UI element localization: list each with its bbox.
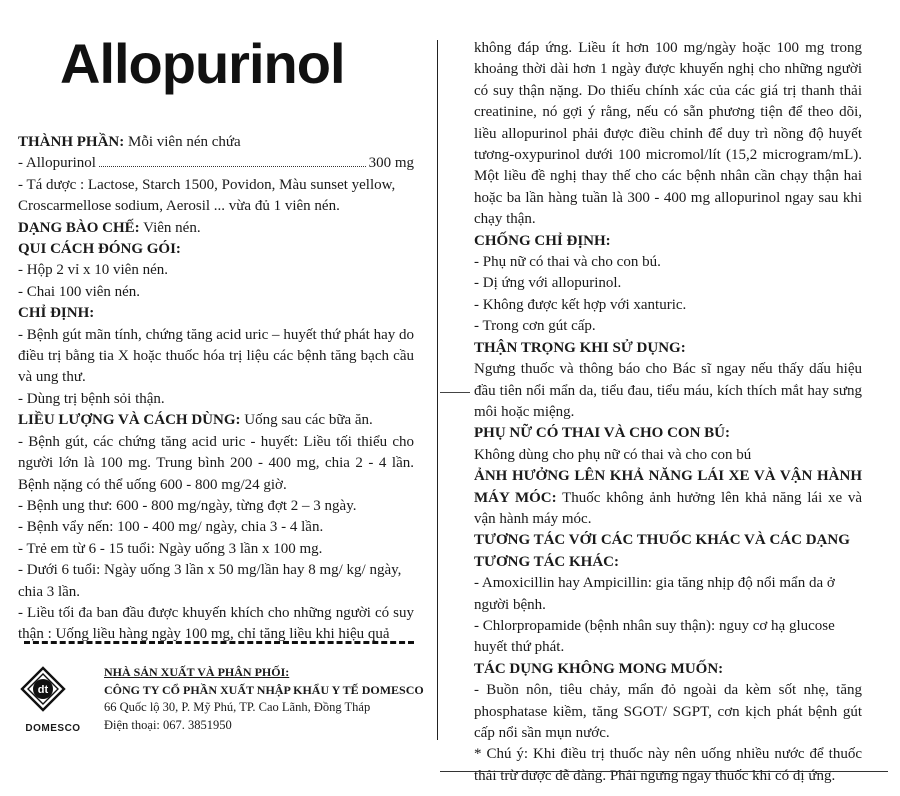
pack-item: - Hộp 2 vỉ x 10 viên nén. <box>18 262 168 279</box>
excipients: - Tá dược : Lactose, Starch 1500, Povidon, Màu sunset yellow, Croscarmellose sodium, Aerosil ... vừa đủ 1 viên nén. <box>18 176 396 215</box>
active-ingredient-line <box>18 153 414 174</box>
pack-heading: QUI CÁCH ĐÓNG GÓI: <box>18 241 181 258</box>
logo-letters: dt <box>37 684 49 696</box>
interaction-item: - Amoxicillin hay Ampicillin: gia tăng nhịp độ nổi mẩn da ở người bệnh. <box>474 575 835 613</box>
side-effects-note: * Chú ý: Khi điều trị thuốc này nên uống nhiều nước để thuốc thải trừ được dễ dàng. Phải ngưng ngay thuốc khi có dị ứng. <box>474 746 862 784</box>
active-name: - Allopurinol <box>18 155 96 172</box>
manufacturer-address: 66 Quốc lộ 30, P. Mỹ Phú, TP. Cao Lãnh, Đồng Tháp <box>104 700 371 715</box>
form-value: Viên nén. <box>143 219 201 236</box>
bottom-rule <box>440 771 888 772</box>
manufacturer-company: CÔNG TY CỔ PHẦN XUẤT NHẬP KHẨU Y TẾ DOMESCO <box>104 682 424 697</box>
dosage-item: - Trẻ em từ 6 - 15 tuổi: Ngày uống 3 lần x 100 mg. <box>18 540 323 557</box>
pack-item: - Chai 100 viên nén. <box>18 283 141 300</box>
short-rule <box>440 392 470 393</box>
contraindication-item: - Trong cơn gút cấp. <box>474 318 596 335</box>
domesco-logo-icon <box>20 666 66 712</box>
indication-item: - Bệnh gút mãn tính, chứng tăng acid uric – huyết thứ phát hay do điều trị bằng tia X hoặc thuốc hóa trị liệu các bệnh tăng bạch cầu và ung thư. <box>18 326 414 386</box>
logo-text: DOMESCO <box>25 723 81 734</box>
manufacturer-block <box>104 664 424 734</box>
composition-intro: Mỗi viên nén chứa <box>128 134 241 150</box>
column-divider <box>437 40 438 740</box>
interaction-item: - Chlorpropamide (bệnh nhân suy thận): nguy cơ hạ glucose huyết thứ phát. <box>474 617 835 656</box>
product-title: Allopurinol <box>60 32 345 95</box>
dosage-heading: LIỀU LƯỢNG VÀ CÁCH DÙNG: <box>18 412 241 429</box>
dosage-item: - Bệnh ung thư: 600 - 800 mg/ngày, từng đợt 2 – 3 ngày. <box>18 497 357 514</box>
company-logo <box>20 666 86 746</box>
left-text-block <box>18 132 414 646</box>
manufacturer-label: NHÀ SẢN XUẤT VÀ PHÂN PHỐI: <box>104 665 290 679</box>
indication-heading: CHỈ ĐỊNH: <box>18 305 95 322</box>
manufacturer-phone: Điện thoại: 067. 3851950 <box>104 717 232 732</box>
dosage-item: - Bệnh gút, các chứng tăng acid uric - huyết: Liều tối thiểu cho người lớn là 100 mg. Trung bình 200 - 400 mg, chia 2 - 4 lần. Bệnh nặng có thể uống 600 - 800 mg/24 giờ. <box>18 433 414 493</box>
active-amount: 300 mg <box>368 155 414 172</box>
indication-item: - Dùng trị bệnh sỏi thận. <box>18 390 165 407</box>
form-heading: DẠNG BÀO CHẾ: <box>18 219 140 236</box>
driving-heading: ẢNH HƯỞNG LÊN KHẢ NĂNG LÁI XE VÀ VẬN HÀNH MÁY MÓC: <box>474 468 862 506</box>
dosage-intro: Uống sau các bữa ăn. <box>244 412 373 429</box>
driving-text: Thuốc không ảnh hưởng lên khả năng lái xe và vận hành máy móc. <box>474 489 863 527</box>
pregnancy-text: Không dùng cho phụ nữ có thai và cho con bú <box>474 446 752 463</box>
contraindication-item: - Không được kết hợp với xanturic. <box>474 296 687 313</box>
dosage-item: - Bệnh vẩy nến: 100 - 400 mg/ ngày, chia 3 - 4 lần. <box>18 519 324 536</box>
dashed-separator <box>24 641 414 644</box>
contraindication-item: - Phụ nữ có thai và cho con bú. <box>474 254 661 271</box>
dosage-item: - Liều tối đa ban đầu được khuyến khích cho những người có suy thận : Uống liều hàng ngày 100 mg, chỉ tăng liều khi hiệu quả <box>18 604 414 643</box>
caution-text: Ngưng thuốc và thông báo cho Bác sĩ ngay nếu thấy dấu hiệu đầu tiên nổi mẩn da, tiểu đau, tiểu máu, kích thích mắt hay sưng môi hoặc miệng. <box>474 361 862 420</box>
caution-heading: THẬN TRỌNG KHI SỬ DỤNG: <box>474 339 686 356</box>
contraindication-item: - Dị ứng với allopurinol. <box>474 275 622 292</box>
right-text-block <box>474 38 862 787</box>
interaction-heading: TƯƠNG TÁC VỚI CÁC THUỐC KHÁC VÀ CÁC DẠNG TƯƠNG TÁC KHÁC: <box>474 532 850 570</box>
dosage-continued: không đáp ứng. Liều ít hơn 100 mg/ngày hoặc 100 mg trong khoảng thời dài hơn 1 ngày được khuyến nghị cho những người có suy thận nặng. Do thiếu chính xác của các giá trị thanh thải creatinine, nó gợi ý rằng, nếu có sẵn phương tiện để theo dõi, liều allopurinol phải được điều chỉnh để duy trì nồng độ huyết tương-oxypurinol dưới 100 micromol/lít (15,2 microgram/mL). Một liều đề nghị thay thế cho các bệnh nhân cần chạy thận hai hoặc ba lần hàng tuần là 300 - 400 mg allopurinol ngay sau khi chạy thận. <box>474 40 862 228</box>
pregnancy-heading: PHỤ NỮ CÓ THAI VÀ CHO CON BÚ: <box>474 425 730 442</box>
dot-leader <box>99 166 366 167</box>
dosage-item: - Dưới 6 tuổi: Ngày uống 3 lần x 50 mg/lần hay 8 mg/ kg/ ngày, chia 3 lần. <box>18 562 402 600</box>
composition-heading: THÀNH PHẦN: <box>18 134 125 150</box>
side-effects-heading: TÁC DỤNG KHÔNG MONG MUỐN: <box>474 660 724 677</box>
side-effects-item: - Buồn nôn, tiêu chảy, mẩn đỏ ngoài da kèm sốt nhẹ, tăng phosphatase kiềm, tăng SGOT/ SGPT, cơn kịch phát bệnh gút cấp nổi sần mụn nước. <box>474 682 862 741</box>
contraindication-heading: CHỐNG CHỈ ĐỊNH: <box>474 232 611 249</box>
